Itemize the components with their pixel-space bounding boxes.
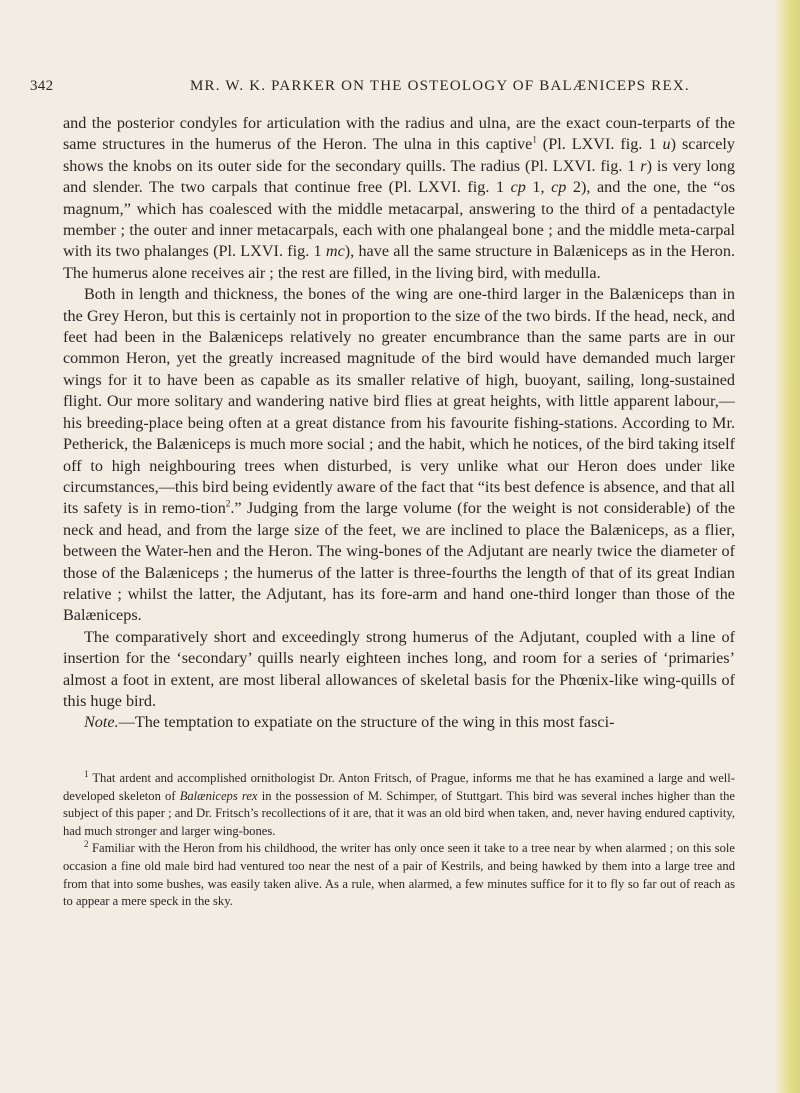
body-text — [63, 113, 735, 734]
footnote-ref-2: 2 — [225, 498, 231, 509]
footnote-2: $^2$ Familiar with the Heron from his childhood, the writer has only once seen it take to a tree near by when alarmed ; on this sole occasion a fine old male bird had ventured too near the nest of a pair of Kestrils, and being hawked by them into a large tree and from that into some bushes, was easily taken alive. As a rule, when alarmed, a few minutes suffice for it to fly so far out of reach as to appear a mere speck in the sky. — [63, 839, 735, 909]
footnote-1: $^1$ That ardent and accomplished ornithologist Dr. Anton Fritsch, of Prague, informs me that he has examined a large and well-developed skeleton of Balæniceps rex in the possession of M. Schimper, of Stuttgart. This bird was several inches higher than the subject of this paper ; and Dr. Fritsch’s recollections of it are, that it was an old bird when taken, and, never having endured captivity, had much stronger and larger wing-bones. — [63, 768, 735, 838]
paragraph-2: Both in length and thickness, the bones of the wing are one-third larger in the Balæniceps than in the Grey Heron, but this is certainly not in proportion to the size of the two birds. If the head, neck, and feet had been in the Balæniceps relatively no greater encumbrance than the same parts are in our common Heron, yet the greatly increased magnitude of the bird would have demanded much larger wings for it to have been as capable as its smaller relative of high, buoyant, sailing, long-sustained flight. Our more solitary and wandering native bird flies at great heights, with little apparent labour,—his breeding-place being often at a great distance from his favourite fishing-stations. According to Mr. Petherick, the Balæniceps is much more social ; and the habit, which he notices, of the bird taking itself off to high neighbouring trees when disturbed, is very unlike what our Heron does under like circumstances,—this bird being evidently aware of the fact that “its best defence is absence, and that all its safety is in remo-tion$^2$.” Judging from the large volume (for the weight is not considerable) of the neck and head, and from the large size of the feet, we are inclined to place the Balæniceps, as a flier, between the Water-hen and the Heron. The wing-bones of the Adjutant are nearly twice the diameter of those of the Balæniceps ; the humerus of the latter is three-fourths the length of that of its great Indian relative ; whilst the latter, the Adjutant, has its fore-arm and hand one-third longer than those of the Balæniceps. — [63, 285, 736, 625]
paragraph-3: The comparatively short and exceedingly strong humerus of the Adjutant, coupled with a line of insertion for the ‘secondary’ quills nearly eighteen inches long, and room for a series of ‘primaries’ almost a foot in extent, are most liberal allowances of skeletal basis for the Phœnix-like wing-quills of this huge bird. — [63, 627, 735, 710]
page-header — [30, 78, 734, 102]
footnote-mark-1: 1 — [84, 768, 89, 779]
note-label: Note. — [84, 713, 119, 732]
paragraph-4: Note.—The temptation to expatiate on the structure of the wing in this most fasci- — [84, 713, 615, 732]
footnote-mark-2: 2 — [84, 839, 89, 850]
footnote-ref-1: 1 — [532, 135, 537, 146]
footnotes — [63, 770, 735, 911]
running-title: MR. W. K. PARKER ON THE OSTEOLOGY OF BALÆNICEPS REX. — [190, 78, 690, 94]
page-edge-shading — [774, 0, 800, 1093]
paragraph-1: and the posterior condyles for articulation with the radius and ulna, are the exact coun-terparts of the same structures in the humerus of the Heron. The ulna in this captive$^1$ (Pl. LXVI. fig. 1 u) scarcely shows the knobs on its outer side for the secondary quills. The radius (Pl. LXVI. fig. 1 r) is very long and slender. The two carpals that continue free (Pl. LXVI. fig. 1 cp 1, cp 2), and the one, the “os magnum,” which has coalesced with the middle metacarpal, answering to the third of a pentadactyle member ; the outer and inner metacarpals, each with one phalangeal bone ; and the middle meta-carpal with its two phalanges (Pl. LXVI. fig. 1 mc), have all the same structure in Balæniceps as in the Heron. The humerus alone receives air ; the rest are filled, in the living bird, with medulla. — [63, 114, 736, 282]
page-number: 342 — [30, 78, 54, 94]
